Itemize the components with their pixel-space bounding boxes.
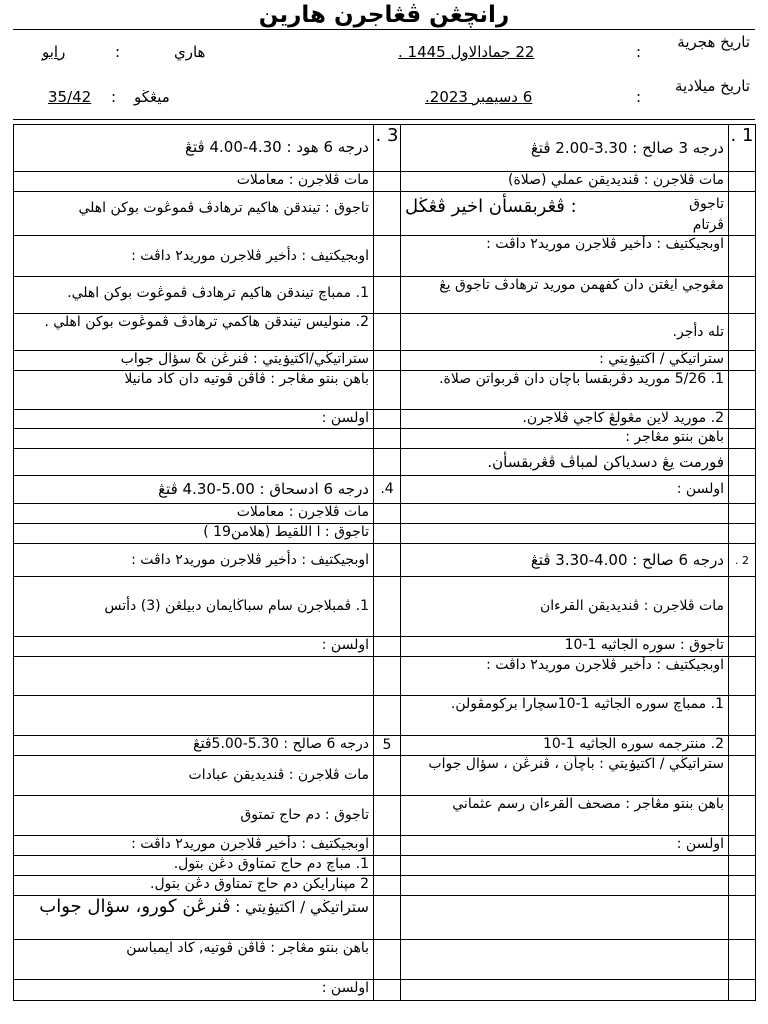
strategy (14, 896, 374, 940)
day-value: رابو (42, 43, 66, 61)
page-title: رانچڠن ڤڠاجرن هارين (258, 2, 510, 28)
week-colon: : (111, 88, 117, 106)
session-number: 3 . (374, 125, 401, 172)
hijri-colon: : (636, 43, 642, 61)
objective-item: مڠوجي ايڠتن دان كفهمن موريد ترهادڤ تاجوق يڠ (401, 277, 729, 314)
class-time: درجه 6 صالح : 5.30-5.00ڤتڠ (14, 736, 374, 756)
objective-item-cont: تله دأجر. (401, 314, 729, 351)
remarks: اولسن : (401, 476, 729, 504)
session-number: 4. (374, 476, 401, 504)
lesson-plan-table (13, 124, 756, 1001)
objective-item: 1. ڤمبلاجرن سام سباڬايمان دبيلڠن (3) دأتس (14, 577, 374, 637)
remarks: اولسن : (401, 836, 729, 856)
strategy: ستراتيڬي / اكتيۏيتي : باچأن ، ڤنرڠن ، سؤال جواب (401, 756, 729, 796)
objective-item: 2. منوليس تيندقن هاكمي ترهادڤ ڤموڠوت بوكن اهلي . (14, 314, 374, 351)
subject: مات ڤلاجرن : ڤنديديقن القرءان (401, 577, 729, 637)
topic (401, 192, 729, 236)
strategy-item: 2. موريد لاين مڠولڠ كاجي ڤلاجرن. (401, 410, 729, 429)
strategy-value: ڤنرڠن كورو، سؤال جواب (39, 896, 231, 917)
remarks: اولسن : (14, 637, 374, 657)
topic-label: تاجوق (689, 196, 724, 212)
topic-value: : ڤڠربقسأن اخير ڤڠڬل (405, 196, 577, 217)
class-time: درجه 6 ادسحاق : 5.00-4.30 ڤتڠ (14, 476, 374, 504)
teaching-aids: باهن بنتو مڠاجر : ڤاڤن ڤوتيه, كاد ايمباسن (14, 940, 374, 980)
session-number: 1 . (729, 125, 756, 172)
subject: مات ڤلاجرن : ڤنديديقن عبادات (14, 756, 374, 796)
miladi-colon: : (636, 88, 642, 106)
strategy-label: ستراتيڬي / اكتيۏيتي : (235, 898, 369, 916)
hijri-date-value: 22 جمادالاول 1445 . (398, 43, 535, 61)
teaching-aids-value: فورمت يڠ دسدياكن لمباڤ ڤڠربقسأن. (401, 449, 729, 476)
week-label: ميڠڬو (134, 88, 170, 106)
objective-item: 1. ممباچ تيندقن هاكيم ترهادڤ ڤموڠوت بوكن اهلي. (14, 277, 374, 314)
day-label: هاري (174, 43, 206, 61)
miladi-date-value: 6 دسيمبر 2023. (425, 88, 533, 106)
strategy-label: ستراتيڬي / اكتيۏيتي : (401, 351, 729, 371)
day-colon: : (115, 43, 121, 61)
topic: تاجوق : تيندقن هاكيم ترهادڤ ڤموڠوت بوكن اهلي (14, 192, 374, 236)
miladi-date-label: تاريخ ميلادية (674, 77, 750, 95)
strategy-item: 1. 5/26 موريد دڤربقسا باچان دان ڤربواتن صلاة. (401, 371, 729, 410)
objective-item: 2. منترجمه سوره الجاثيه 1-10 (401, 736, 729, 756)
objective: اوبجيکتيف : دأخير ڤلاجرن موريد٢ داڤت : (14, 544, 374, 577)
objective-item: 1. مباچ دم حاج تمتاوق دڠن بتول. (14, 856, 374, 876)
remarks: اولسن : (14, 980, 374, 1001)
class-time: درجه 6 صالح : 4.00-3.30 ڤتڠ (401, 544, 729, 577)
objective: اوبجيکتيف : دأخير ڤلاجرن موريد٢ داڤت : (14, 236, 374, 277)
topic: تاجوق : ا اللقيط (هلامن19 ) (14, 524, 374, 544)
objective-item: 1. ممباچ سوره الجاثيه 1-10سچارا بركومڤولن. (401, 696, 729, 736)
topic: تاجوق : سوره الجاثيه 1-10 (401, 637, 729, 657)
header-divider (13, 119, 755, 120)
subject: مات ڤلاجرن : معاملات (14, 172, 374, 192)
teaching-aids: باهن بنتو مڠاجر : ڤاڤن ڤوتيه دان كاد مانيلا (14, 371, 374, 410)
session-number: 2 . (729, 544, 756, 577)
objective: اوبجيکتيف : دأخير ڤلاجرن موريد٢ داڤت : (14, 836, 374, 856)
class-time: درجه 3 صالح : 3.30-2.00 ڤتڠ (401, 125, 729, 172)
objective-item: 2 مڽنارايكن دم حاج تمتاوق دڠن بتول. (14, 876, 374, 896)
teaching-aids: باهن بنتو مڠاجر : مصحف القرءان رسم عثماني (401, 796, 729, 836)
teaching-aids: باهن بنتو مڠاجر : (401, 429, 729, 449)
subject: مات ڤلاجرن : ڤنديديقن عملي (صلاة) (401, 172, 729, 192)
remarks: اولسن : (14, 410, 374, 429)
topic: تاجوق : دم حاج تمتوق (14, 796, 374, 836)
topic-value-cont: ڤرتام (692, 217, 724, 233)
session-number: 5 (374, 736, 401, 756)
class-time: درجه 6 هود : 4.30-4.00 ڤتڠ (14, 125, 374, 172)
subject: مات ڤلاجرن : معاملات (14, 504, 374, 524)
strategy: ستراتيڬي/اكتيۏيتي : ڤنرڠن & سؤال جواب (14, 351, 374, 371)
title-divider (13, 29, 755, 30)
hijri-date-label: تاريخ هجرية (677, 33, 750, 51)
week-value: 35/42 (48, 88, 92, 106)
objective: اوبجيکتيف : دأخير ڤلاجرن موريد٢ داڤت : (401, 236, 729, 277)
objective: اوبجيکتيف : دأخير ڤلاجرن موريد٢ داڤت : (401, 657, 729, 696)
